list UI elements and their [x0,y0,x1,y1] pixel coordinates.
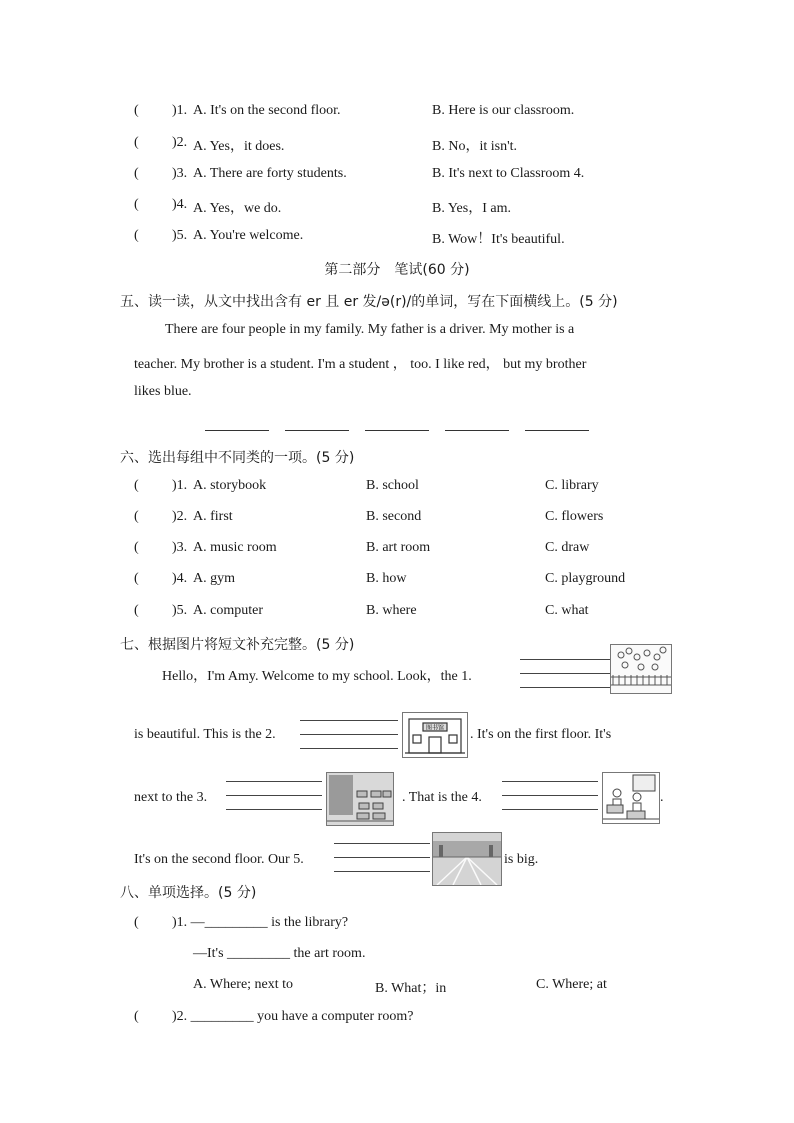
option-b: B. Yes，I am. [432,201,511,216]
section7-heading: 七、根据图片将短文补充完整。(5 分) [120,637,355,653]
section7-text-3c: . [660,790,664,805]
option-a: A. gym [193,571,235,586]
option-a: A. You're welcome. [193,228,304,243]
section6-heading: 六、选出每组中不同类的一项。(5 分) [120,450,355,466]
choice-question-1 [0,915,794,935]
section5-heading: 五、读一读，从文中找出含有 er 且 er 发/ə(r)/的单词，写在下面横线上。(5 分) [120,294,618,310]
answer-blank-3[interactable] [365,430,429,431]
question-number: )3. [172,540,188,555]
section7-text-4a: It's on the second floor. Our 5. [134,852,304,867]
library-sign: 图书馆 [425,724,445,732]
part2-title: 第二部分 笔试(60 分) [324,262,470,278]
question-number: )4. [172,571,188,586]
question-number: )4. [172,197,188,212]
option-c: C. library [545,478,599,493]
option-a: A. computer [193,603,263,618]
question-number: )2. [172,135,188,150]
odd-one-out-question-1 [0,478,794,498]
fill-blank-3[interactable] [226,781,322,813]
listening-question-5 [0,228,794,248]
question-number: )2. [172,509,188,524]
answer-paren: ( [134,540,139,555]
library-building-picture [402,712,468,758]
answer-blank-1[interactable] [205,430,269,431]
odd-one-out-question-4 [0,571,794,591]
listening-question-1 [0,103,794,123]
question-1-answer-line: —It's _________ the art room. [193,946,366,961]
question-stem: )1. —_________ is the library? [172,915,349,930]
odd-one-out-question-3 [0,540,794,560]
option-a: A. Yes，it does. [193,139,285,154]
option-c: C. playground [545,571,626,586]
fill-blank-1[interactable] [520,659,612,691]
option-b: B. It's next to Classroom 4. [432,166,585,181]
fill-blank-5[interactable] [334,843,430,875]
question-number: )3. [172,166,188,181]
option-a: A. first [193,509,233,524]
listening-question-3 [0,166,794,186]
section7-text-2a: is beautiful. This is the 2. [134,727,276,742]
option-b: B. art room [366,540,431,555]
option-b: B. What；in [375,981,447,996]
odd-one-out-question-2 [0,509,794,529]
fill-blank-4[interactable] [502,781,598,813]
answer-paren: ( [134,509,139,524]
option-c: C. Where; at [536,977,607,992]
answer-paren: ( [134,603,139,618]
listening-question-2 [0,135,794,155]
computer-room-picture [602,772,660,824]
answer-paren: ( [134,103,139,118]
odd-one-out-question-5 [0,603,794,623]
option-b: B. No，it isn't. [432,139,517,154]
section7-text-3b: . That is the 4. [402,790,482,805]
section7-text-2b: . It's on the first floor. It's [470,727,612,742]
answer-blank-4[interactable] [445,430,509,431]
option-c: C. what [545,603,589,618]
section8-heading: 八、单项选择。(5 分) [120,885,257,901]
option-b: B. how [366,571,407,586]
option-a: A. It's on the second floor. [193,103,341,118]
section5-passage-line2: teacher. My brother is a student. I'm a student ， too. I like red， but my brother [134,357,587,372]
option-b: B. second [366,509,422,524]
option-a: A. Yes，we do. [193,201,282,216]
option-c: C. draw [545,540,590,555]
answer-paren: ( [134,166,139,181]
answer-blank-5[interactable] [525,430,589,431]
answer-paren: ( [134,135,139,150]
question-number: )1. [172,103,188,118]
garden-flowers-picture [610,644,672,694]
option-b: B. where [366,603,417,618]
answer-paren: ( [134,228,139,243]
choice-question-2 [0,1009,794,1029]
section7-text-3a: next to the 3. [134,790,208,805]
option-a: A. storybook [193,478,267,493]
answer-blank-2[interactable] [285,430,349,431]
playground-picture [432,832,502,886]
option-c: C. flowers [545,509,604,524]
section5-passage-line3: likes blue. [134,384,192,399]
question-number: )5. [172,228,188,243]
section7-text-1: Hello，I'm Amy. Welcome to my school. Look，the 1. [162,669,472,684]
option-a: A. There are forty students. [193,166,347,181]
question-stem: )2. _________ you have a computer room? [172,1009,414,1024]
answer-paren: ( [134,197,139,212]
question-number: )5. [172,603,188,618]
answer-paren: ( [134,571,139,586]
section7-text-4b: is big. [504,852,539,867]
answer-paren: ( [134,1009,139,1024]
fill-blank-2[interactable] [300,720,398,752]
option-a: A. Where; next to [193,977,294,992]
option-a: A. music room [193,540,277,555]
answer-paren: ( [134,478,139,493]
listening-question-4 [0,197,794,217]
option-b: B. school [366,478,419,493]
classroom-picture [326,772,394,826]
question-number: )1. [172,478,188,493]
answer-paren: ( [134,915,139,930]
section5-passage-line1: There are four people in my family. My father is a driver. My mother is a [165,322,575,337]
option-b: B. Here is our classroom. [432,103,575,118]
option-b: B. Wow！It's beautiful. [432,232,565,247]
